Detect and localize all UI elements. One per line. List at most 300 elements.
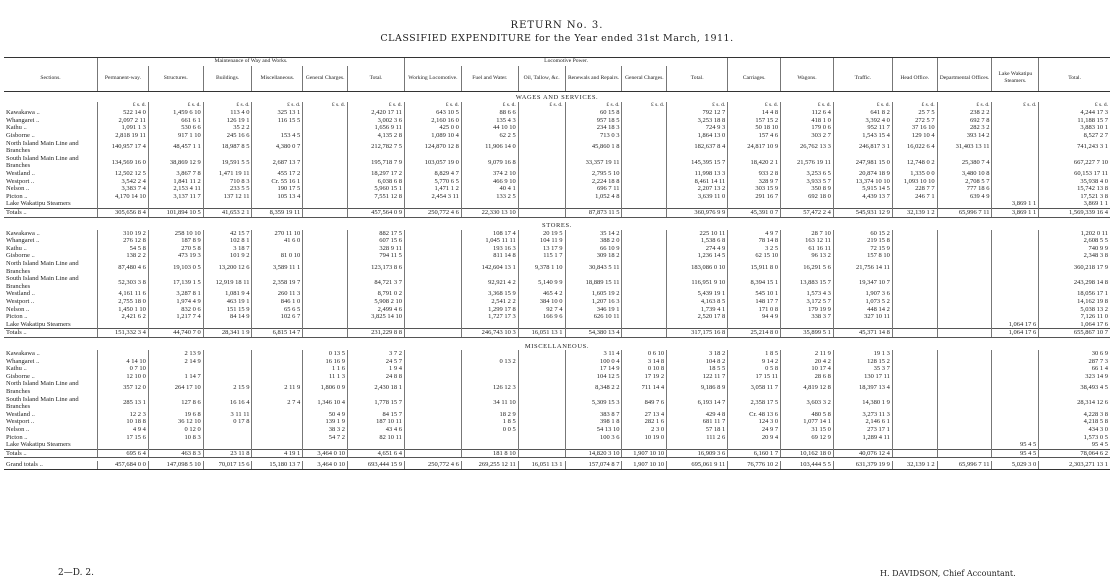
amount-cell: 1,207 16 3 <box>565 298 622 306</box>
amount-cell <box>252 418 303 426</box>
amount-cell: 282 1 6 <box>622 418 667 426</box>
amount-cell: 88 6 6 <box>461 109 518 117</box>
amount-cell: 9 14 2 <box>728 358 781 366</box>
amount-cell: 661 6 1 <box>148 117 203 125</box>
amount-cell <box>404 245 461 253</box>
unit-label: £ s. d. <box>203 102 252 110</box>
amount-cell: 3,287 8 1 <box>148 290 203 298</box>
amount-cell: 1,052 4 8 <box>565 193 622 201</box>
amount-cell: 631,379 19 9 <box>833 461 892 469</box>
amount-cell <box>252 411 303 419</box>
amount-cell <box>622 329 667 338</box>
amount-cell: 163 12 11 <box>781 237 834 245</box>
amount-cell: 19,591 5 5 <box>203 155 252 170</box>
amount-cell <box>892 230 937 238</box>
amount-cell: 16,051 13 1 <box>518 461 565 469</box>
section-name: Whangarei .. <box>6 357 40 365</box>
amount-cell: 9,378 1 10 <box>518 260 565 275</box>
amount-cell <box>518 200 565 208</box>
amount-cell: 245 16 6 <box>203 132 252 140</box>
amount-cell: 3,639 11 0 <box>667 193 728 201</box>
amount-cell: 328 9 7 <box>728 178 781 186</box>
amount-cell: 96 13 2 <box>781 252 834 260</box>
amount-cell: 3 18 2 <box>667 350 728 358</box>
page-reference: 2—D. 2. <box>58 568 94 578</box>
amount-cell <box>937 329 992 338</box>
amount-cell <box>518 449 565 458</box>
amount-cell: 3,542 2 4 <box>98 178 149 186</box>
amount-cell <box>992 237 1039 245</box>
amount-cell: 643 10 5 <box>404 109 461 117</box>
unit-label: £ s. d. <box>348 102 405 110</box>
amount-cell: 43 4 6 <box>348 426 405 434</box>
unit-label: £ s. d. <box>1039 102 1110 110</box>
amount-cell: 181 8 10 <box>461 449 518 458</box>
amount-cell: 3,253 18 8 <box>667 117 728 125</box>
amount-cell: 3 11 4 <box>565 350 622 358</box>
table-row <box>4 290 1110 298</box>
amount-cell: 2,207 13 2 <box>667 185 728 193</box>
amount-cell <box>992 434 1039 442</box>
amount-cell: 30,843 5 11 <box>565 260 622 275</box>
amount-cell <box>992 260 1039 275</box>
amount-cell: 179 0 6 <box>781 124 834 132</box>
amount-cell: 264 17 10 <box>148 380 203 395</box>
amount-cell: 16,909 3 6 <box>667 449 728 458</box>
amount-cell: 62 2 5 <box>461 132 518 140</box>
amount-cell: 338 3 7 <box>781 313 834 321</box>
amount-cell: 24 5 7 <box>348 358 405 366</box>
amount-cell: 84,721 3 7 <box>348 275 405 290</box>
amount-cell: 123,173 8 6 <box>348 260 405 275</box>
amount-cell: 28 7 10 <box>781 230 834 238</box>
amount-cell: 54 13 10 <box>565 426 622 434</box>
amount-cell: 639 4 9 <box>937 193 992 201</box>
amount-cell: 113 4 0 <box>203 109 252 117</box>
amount-cell: 179 19 9 <box>781 306 834 314</box>
amount-cell: 457,564 0 9 <box>348 209 405 218</box>
amount-cell <box>303 245 348 253</box>
amount-cell: 0 10 8 <box>622 365 667 373</box>
amount-cell: 45,391 0 7 <box>728 209 781 218</box>
amount-cell <box>892 434 937 442</box>
amount-cell: 328 9 11 <box>348 245 405 253</box>
amount-cell: 8,348 2 2 <box>565 380 622 395</box>
amount-cell: 60 15 8 <box>565 109 622 117</box>
amount-cell: 1,077 14 1 <box>781 418 834 426</box>
amount-cell: 60 15 2 <box>833 230 892 238</box>
amount-cell <box>992 155 1039 170</box>
table-row <box>4 380 1110 395</box>
section-name: North Island Main Line and Branches <box>6 380 79 396</box>
amount-cell: 250,772 4 6 <box>404 461 461 469</box>
amount-cell <box>518 117 565 125</box>
amount-cell: 1,091 1 3 <box>98 124 149 132</box>
amount-cell <box>892 380 937 395</box>
amount-cell: 2,608 5 5 <box>1039 237 1110 245</box>
unit-label: £ s. d. <box>833 102 892 110</box>
amount-cell <box>937 306 992 314</box>
amount-cell <box>937 358 992 366</box>
amount-cell: 122 11 7 <box>667 373 728 381</box>
column-header: General Charges. <box>303 66 348 92</box>
table-row <box>4 155 1110 170</box>
amount-cell: 1,299 17 8 <box>461 306 518 314</box>
amount-cell: 76,776 10 2 <box>728 461 781 469</box>
amount-cell: 3,825 14 10 <box>348 313 405 321</box>
amount-cell: 11,906 14 0 <box>461 140 518 155</box>
amount-cell <box>622 200 667 208</box>
amount-cell: 310 19 2 <box>98 230 149 238</box>
amount-cell: 1,335 0 0 <box>892 170 937 178</box>
amount-cell: 28,314 12 6 <box>1039 396 1110 411</box>
amount-cell <box>892 275 937 290</box>
amount-cell <box>892 245 937 253</box>
amount-cell <box>518 418 565 426</box>
amount-cell <box>252 426 303 434</box>
amount-cell: 1,089 10 4 <box>404 132 461 140</box>
amount-cell <box>148 365 203 373</box>
section-name: Kawakawa .. <box>6 109 40 117</box>
amount-cell: 41 6 0 <box>252 237 303 245</box>
amount-cell: 917 1 10 <box>148 132 203 140</box>
section-name: Kaihu .. <box>6 124 27 132</box>
amount-cell: 4,244 17 3 <box>1039 109 1110 117</box>
amount-cell <box>252 321 303 329</box>
amount-cell: 40,076 12 4 <box>833 449 892 458</box>
amount-cell: 41,653 2 1 <box>203 209 252 218</box>
amount-cell <box>992 365 1039 373</box>
amount-cell: 530 6 6 <box>148 124 203 132</box>
amount-cell: 710 8 3 <box>203 178 252 186</box>
amount-cell: 193 16 3 <box>461 245 518 253</box>
amount-cell: 52,303 3 8 <box>98 275 149 290</box>
amount-cell <box>728 441 781 449</box>
amount-cell: 27 13 4 <box>622 411 667 419</box>
amount-cell: 17 14 9 <box>565 365 622 373</box>
amount-cell <box>622 441 667 449</box>
amount-cell: 10 18 8 <box>98 418 149 426</box>
amount-cell <box>404 434 461 442</box>
amount-cell <box>992 350 1039 358</box>
amount-cell: 5,439 19 1 <box>667 290 728 298</box>
amount-cell: 2,520 17 8 <box>667 313 728 321</box>
amount-cell: 2,430 18 1 <box>348 380 405 395</box>
unit-label: £ s. d. <box>461 102 518 110</box>
amount-cell <box>937 245 992 253</box>
amount-cell <box>937 441 992 449</box>
section-name: Picton .. <box>6 433 28 441</box>
amount-cell: 0 5 8 <box>728 365 781 373</box>
amount-cell: 383 8 7 <box>565 411 622 419</box>
amount-cell: 388 2 0 <box>565 237 622 245</box>
amount-cell: 116,951 9 10 <box>667 275 728 290</box>
table-row <box>4 252 1110 260</box>
amount-cell: 18 2 9 <box>461 411 518 419</box>
amount-cell <box>518 193 565 201</box>
amount-cell: 480 5 8 <box>781 411 834 419</box>
amount-cell <box>252 200 303 208</box>
amount-cell: 545,931 12 9 <box>833 209 892 218</box>
amount-cell: 2,708 5 7 <box>937 178 992 186</box>
amount-cell <box>892 441 937 449</box>
amount-cell: 130 17 11 <box>833 373 892 381</box>
amount-cell: 225 10 11 <box>667 230 728 238</box>
amount-cell: 4,135 2 8 <box>348 132 405 140</box>
amount-cell: 2,454 3 11 <box>404 193 461 201</box>
amount-cell: 104 8 2 <box>667 358 728 366</box>
amount-cell: 260 11 3 <box>252 290 303 298</box>
table-row <box>4 373 1110 381</box>
amount-cell: 94 4 9 <box>728 313 781 321</box>
amount-cell <box>252 365 303 373</box>
amount-cell <box>303 260 348 275</box>
amount-cell <box>518 396 565 411</box>
amount-cell <box>404 373 461 381</box>
amount-cell <box>992 117 1039 125</box>
amount-cell <box>833 321 892 329</box>
amount-cell: 25 7 5 <box>892 109 937 117</box>
totals-row <box>4 449 1110 458</box>
amount-cell: 142,604 13 1 <box>461 260 518 275</box>
amount-cell: 20,874 18 9 <box>833 170 892 178</box>
amount-cell <box>622 132 667 140</box>
amount-cell <box>98 321 149 329</box>
amount-cell <box>303 170 348 178</box>
amount-cell <box>622 245 667 253</box>
section-name: Picton .. <box>6 192 28 200</box>
amount-cell <box>252 245 303 253</box>
amount-cell: 19 1 3 <box>833 350 892 358</box>
amount-cell: 72 15 9 <box>833 245 892 253</box>
amount-cell: 28 6 8 <box>781 373 834 381</box>
amount-cell <box>622 252 667 260</box>
amount-cell: 3 11 11 <box>203 411 252 419</box>
amount-cell <box>781 441 834 449</box>
table-row <box>4 170 1110 178</box>
amount-cell: 2,224 18 8 <box>565 178 622 186</box>
amount-cell: 2,755 18 0 <box>98 298 149 306</box>
column-header-row <box>4 66 1110 92</box>
amount-cell: 1 9 4 <box>348 365 405 373</box>
amount-cell: 5,915 14 5 <box>833 185 892 193</box>
amount-cell: 1,727 17 3 <box>461 313 518 321</box>
amount-cell <box>937 298 992 306</box>
amount-cell: 393 14 2 <box>937 132 992 140</box>
section-name: Lake Wakatipu Steamers <box>6 441 71 449</box>
amount-cell <box>98 350 149 358</box>
amount-cell: 3 7 2 <box>348 350 405 358</box>
amount-cell: 33,357 19 11 <box>565 155 622 170</box>
table-row <box>4 441 1110 449</box>
amount-cell <box>992 298 1039 306</box>
amount-cell: 157,074 8 7 <box>565 461 622 469</box>
amount-cell <box>892 298 937 306</box>
amount-cell <box>518 373 565 381</box>
amount-cell <box>404 237 461 245</box>
amount-cell: 327 10 11 <box>833 313 892 321</box>
amount-cell: 100 3 6 <box>565 434 622 442</box>
amount-cell: 2 11 9 <box>252 380 303 395</box>
section-heading: MISCELLANEOUS. <box>524 342 590 350</box>
amount-cell: 135 4 3 <box>461 117 518 125</box>
amount-cell: 303 2 7 <box>781 132 834 140</box>
amount-cell: 457,684 0 0 <box>98 461 149 469</box>
amount-cell: 374 2 10 <box>461 170 518 178</box>
column-header: Permanent-way. <box>98 66 149 92</box>
amount-cell: 2,421 6 2 <box>98 313 149 321</box>
amount-cell <box>203 441 252 449</box>
amount-cell <box>992 252 1039 260</box>
column-header: Sections. <box>4 66 98 92</box>
amount-cell: 1 8 5 <box>461 418 518 426</box>
amount-cell <box>937 373 992 381</box>
amount-cell: 11,998 13 3 <box>667 170 728 178</box>
amount-cell: 42 15 7 <box>203 230 252 238</box>
amount-cell: 6,193 14 7 <box>667 396 728 411</box>
amount-cell: 126 19 1 <box>203 117 252 125</box>
amount-cell <box>461 365 518 373</box>
column-header: Oil, Tallow, &c. <box>518 66 565 92</box>
table-row <box>4 237 1110 245</box>
amount-cell <box>252 358 303 366</box>
amount-cell: 138 2 2 <box>98 252 149 260</box>
column-header: Fuel and Water. <box>461 66 518 92</box>
section-name: Totals .. <box>4 329 98 338</box>
amount-cell: 34 11 10 <box>461 396 518 411</box>
amount-cell <box>348 200 405 208</box>
amount-cell: 465 4 2 <box>518 290 565 298</box>
amount-cell: 2 3 0 <box>622 426 667 434</box>
amount-cell: 116 15 5 <box>252 117 303 125</box>
amount-cell <box>461 321 518 329</box>
amount-cell: 182,637 8 4 <box>667 140 728 155</box>
section-name: North Island Main Line and Branches <box>6 139 79 155</box>
amount-cell <box>992 275 1039 290</box>
amount-cell <box>203 321 252 329</box>
amount-cell: 44 10 10 <box>461 124 518 132</box>
amount-cell: 1,346 10 4 <box>303 396 348 411</box>
amount-cell: 238 2 2 <box>937 109 992 117</box>
amount-cell: 933 2 8 <box>728 170 781 178</box>
amount-cell: 14 4 8 <box>728 109 781 117</box>
section-name: Lake Wakatipu Steamers <box>6 200 71 208</box>
amount-cell: 0 12 0 <box>148 426 203 434</box>
amount-cell: 134,569 16 0 <box>98 155 149 170</box>
amount-cell: 8,461 14 11 <box>667 178 728 186</box>
amount-cell <box>728 200 781 208</box>
unit-label: £ s. d. <box>148 102 203 110</box>
amount-cell: 3,869 1 1 <box>992 200 1039 208</box>
amount-cell <box>518 124 565 132</box>
amount-cell <box>404 230 461 238</box>
return-number: RETURN No. 3. <box>510 20 604 31</box>
amount-cell <box>303 178 348 186</box>
amount-cell <box>622 260 667 275</box>
amount-cell: 305,656 8 4 <box>98 209 149 218</box>
amount-cell: 777 18 6 <box>937 185 992 193</box>
amount-cell: 166 9 6 <box>518 313 565 321</box>
amount-cell <box>404 252 461 260</box>
amount-cell: 17 19 2 <box>622 373 667 381</box>
column-header: Total. <box>348 66 405 92</box>
table-row <box>4 245 1110 253</box>
amount-cell <box>622 290 667 298</box>
amount-cell <box>404 396 461 411</box>
amount-cell: 695,061 9 11 <box>667 461 728 469</box>
amount-cell: 127 8 6 <box>148 396 203 411</box>
amount-cell: 35 2 2 <box>203 124 252 132</box>
amount-cell: 1,573 0 5 <box>1039 434 1110 442</box>
section-heading-row <box>4 220 1110 230</box>
unit-label: £ s. d. <box>98 102 149 110</box>
amount-cell <box>518 358 565 366</box>
column-header: Lake Wakatipu Steamers. <box>992 66 1039 92</box>
amount-cell: 45,860 1 8 <box>565 140 622 155</box>
amount-cell: 108 17 4 <box>461 230 518 238</box>
amount-cell <box>348 441 405 449</box>
amount-cell: 2,499 4 6 <box>348 306 405 314</box>
amount-cell: 4,161 11 6 <box>98 290 149 298</box>
amount-cell: 105 13 4 <box>252 193 303 201</box>
table-row <box>4 117 1110 125</box>
section-name: Westport .. <box>6 177 35 185</box>
table-row <box>4 193 1110 201</box>
amount-cell: 246 7 1 <box>892 193 937 201</box>
amount-cell: 681 11 7 <box>667 418 728 426</box>
amount-cell: 0 6 10 <box>622 350 667 358</box>
amount-cell <box>404 329 461 338</box>
amount-cell: 32,139 1 2 <box>892 461 937 469</box>
amount-cell: 2 14 9 <box>148 358 203 366</box>
table-row <box>4 313 1110 321</box>
amount-cell: 2,795 5 10 <box>565 170 622 178</box>
amount-cell: 272 5 7 <box>892 117 937 125</box>
amount-cell: 1 1 6 <box>303 365 348 373</box>
amount-cell: 4,228 3 8 <box>1039 411 1110 419</box>
amount-cell: 3 14 8 <box>622 358 667 366</box>
table-body <box>4 92 1110 469</box>
amount-cell: 692 18 0 <box>781 193 834 201</box>
amount-cell: 78 14 8 <box>728 237 781 245</box>
amount-cell: 357 12 0 <box>98 380 149 395</box>
amount-cell <box>892 373 937 381</box>
amount-cell: 70,017 15 6 <box>203 461 252 469</box>
amount-cell <box>518 155 565 170</box>
amount-cell <box>937 200 992 208</box>
amount-cell <box>148 441 203 449</box>
section-name: Gisborne .. <box>6 132 35 140</box>
amount-cell: 101 9 2 <box>203 252 252 260</box>
amount-cell <box>518 178 565 186</box>
amount-cell: Cr. 48 13 6 <box>728 411 781 419</box>
amount-cell <box>404 365 461 373</box>
amount-cell: 16 16 9 <box>303 358 348 366</box>
amount-cell <box>667 321 728 329</box>
amount-cell: 95 4 5 <box>992 449 1039 458</box>
amount-cell: 101,894 10 5 <box>148 209 203 218</box>
amount-cell: 24,817 10 9 <box>728 140 781 155</box>
amount-cell <box>937 313 992 321</box>
amount-cell <box>404 350 461 358</box>
section-name: Westland .. <box>6 290 35 298</box>
amount-cell: 16 16 4 <box>203 396 252 411</box>
amount-cell: 25,214 8 0 <box>728 329 781 338</box>
section-name: Kawakawa .. <box>6 350 40 358</box>
section-name: South Island Main Line and Branches <box>6 395 79 411</box>
amount-cell: 269,255 12 11 <box>461 461 518 469</box>
amount-cell <box>303 275 348 290</box>
